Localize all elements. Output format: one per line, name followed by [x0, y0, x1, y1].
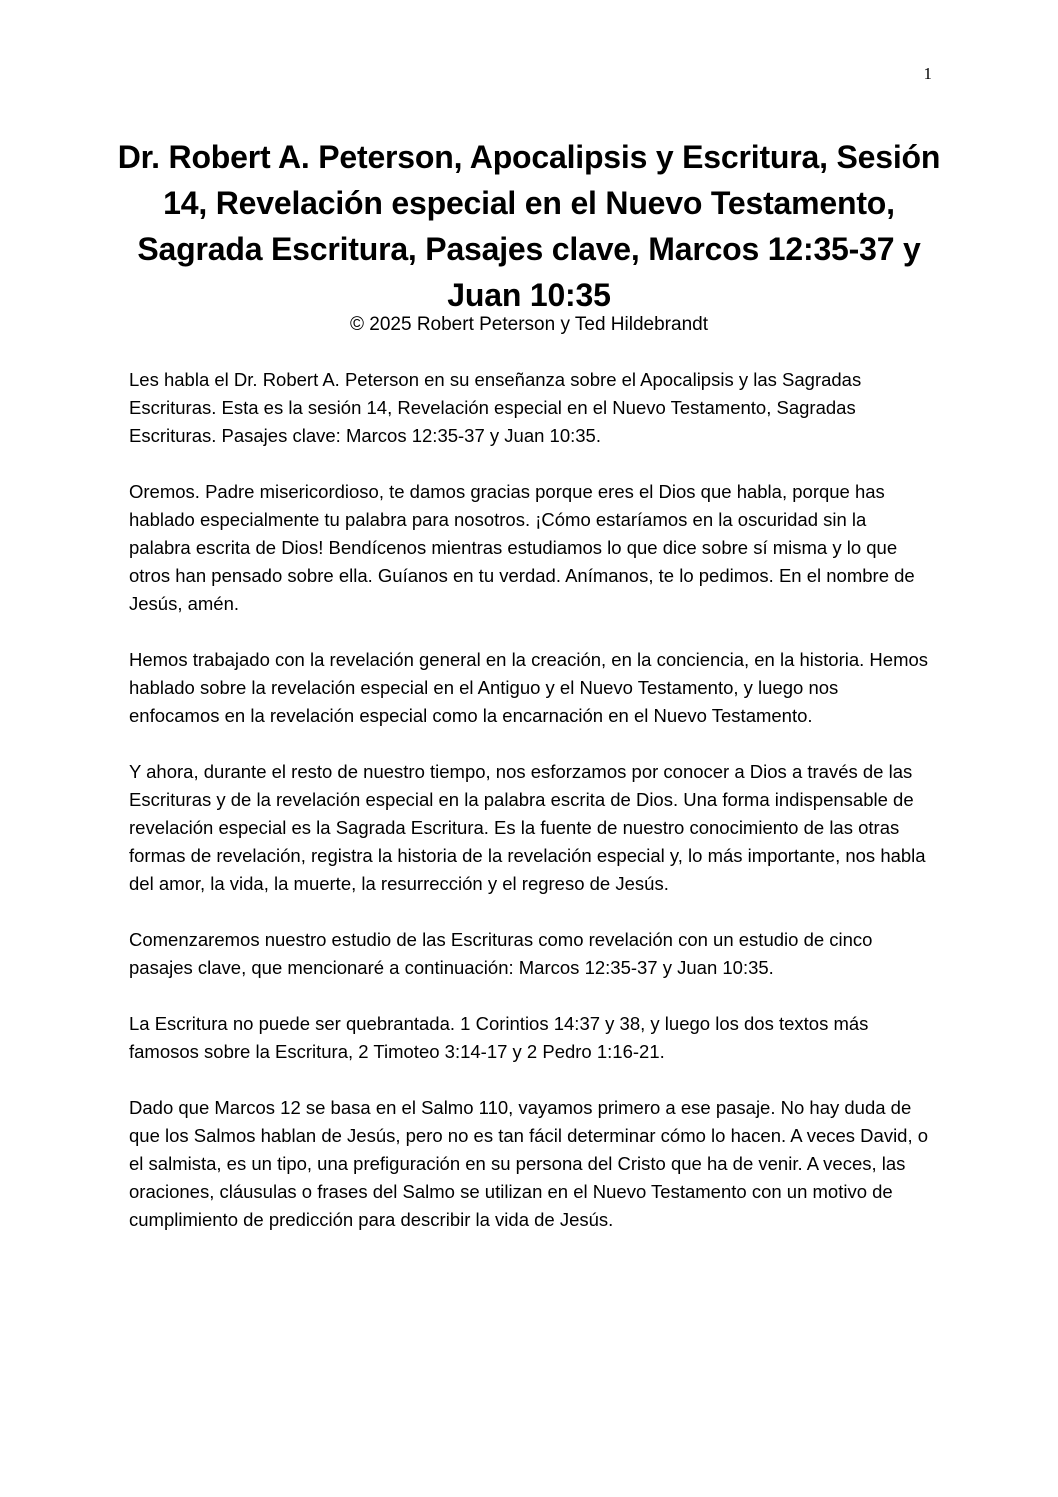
page-number: 1	[923, 64, 932, 83]
document-title: Dr. Robert A. Peterson, Apocalipsis y Escritura, Sesión 14, Revelación especial en el Nuevo Testamento, Sagrada Escritura, Pasajes clave, Marcos 12:35-37 y Juan 10:35	[117, 139, 941, 313]
paragraph-scripture-unbroken: La Escritura no puede ser quebrantada. 1 Corintios 14:37 y 38, y luego los dos textos más famosos sobre la Escritura, 2 Timoteo 3:14-17 y 2 Pedro 1:16-21.	[129, 1013, 869, 1062]
paragraph-special-revelation: Y ahora, durante el resto de nuestro tiempo, nos esforzamos por conocer a Dios a través de las Escrituras y de la revelación especial en la palabra escrita de Dios. Una forma indispensable de revelación especial es la Sagrada Escritura. Es la fuente de nuestro conocimiento de las otras formas de revelación, registra la historia de la revelación especial y, lo más importante, nos habla del amor, la vida, la muerte, la resurrección y el regreso de Jesús.	[129, 761, 926, 894]
paragraph-key-passages: Comenzaremos nuestro estudio de las Escrituras como revelación con un estudio de cinco pasajes clave, que mencionaré a continuación: Marcos 12:35-37 y Juan 10:35.	[129, 929, 873, 978]
copyright-line: © 2025 Robert Peterson y Ted Hildebrandt	[350, 314, 708, 335]
paragraph-prayer: Oremos. Padre misericordioso, te damos gracias porque eres el Dios que habla, porque has hablado especialmente tu palabra para nosotros. ¡Cómo estaríamos en la oscuridad sin la palabra escrita de Dios! Bendícenos mientras estudiamos lo que dice sobre sí misma y lo que otros han pensado sobre ella. Guíanos en tu verdad. Anímanos, te lo pedimos. En el nombre de Jesús, amén.	[129, 481, 915, 614]
paragraph-intro: Les habla el Dr. Robert A. Peterson en su enseñanza sobre el Apocalipsis y las Sagradas Escrituras. Esta es la sesión 14, Revelación especial en el Nuevo Testamento, Sagradas Escrituras. Pasajes clave: Marcos 12:35-37 y Juan 10:35.	[129, 369, 862, 446]
document-body	[129, 366, 931, 1262]
paragraph-general-revelation: Hemos trabajado con la revelación general en la creación, en la conciencia, en la historia. Hemos hablado sobre la revelación especial en el Antiguo y el Nuevo Testamento, y luego nos enfocamos en la revelación especial como la encarnación en el Nuevo Testamento.	[129, 649, 929, 726]
paragraph-psalm-110: Dado que Marcos 12 se basa en el Salmo 110, vayamos primero a ese pasaje. No hay duda de que los Salmos hablan de Jesús, pero no es tan fácil determinar cómo lo hacen. A veces David, o el salmista, es un tipo, una prefiguración en su persona del Cristo que ha de venir. A veces, las oraciones, cláusulas o frases del Salmo se utilizan en el Nuevo Testamento con un motivo de cumplimiento de predicción para describir la vida de Jesús.	[129, 1097, 929, 1230]
